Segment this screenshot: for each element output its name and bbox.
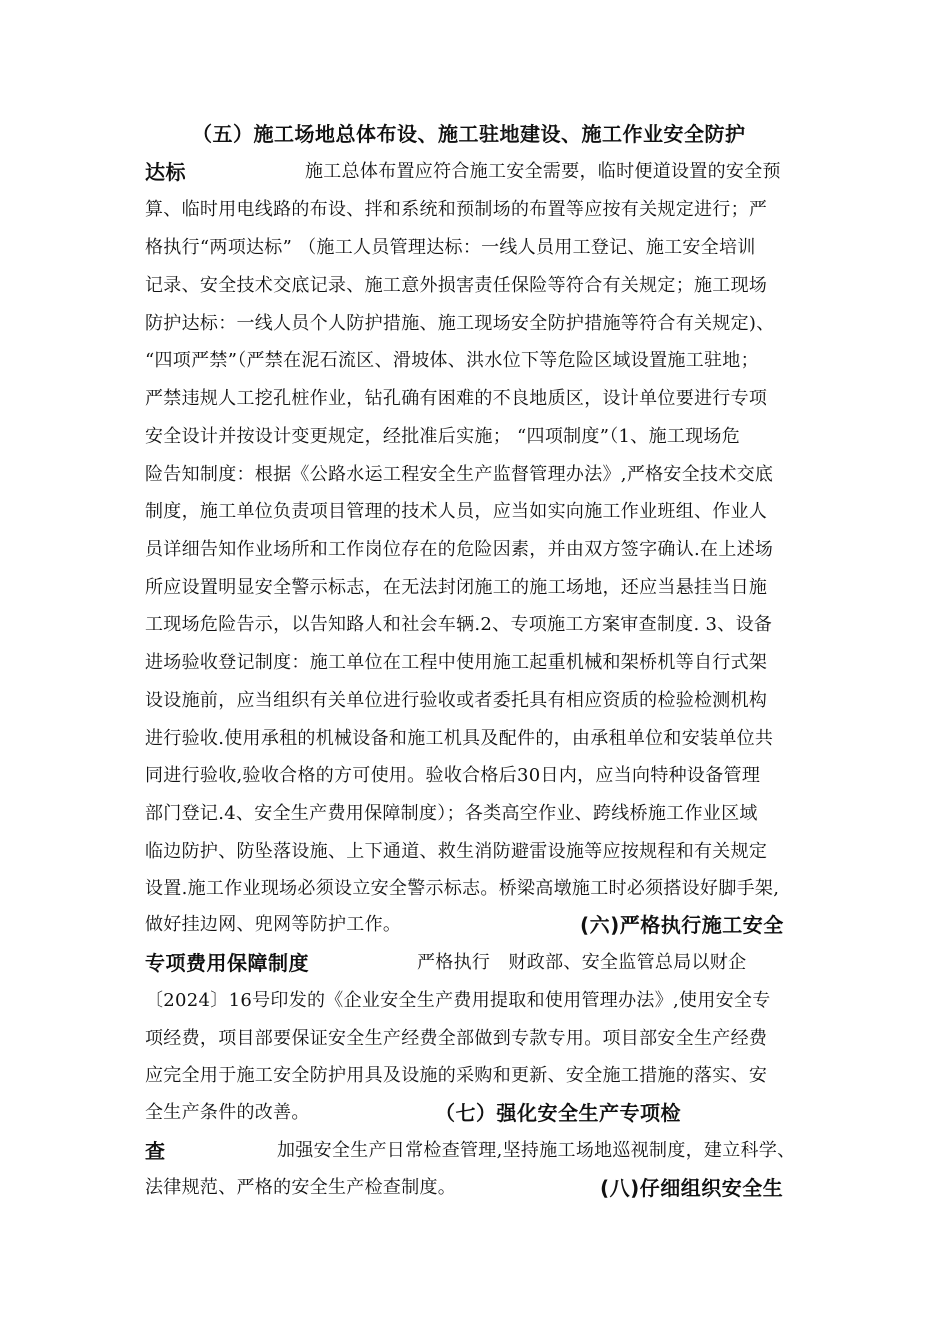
paragraph-line [145, 267, 815, 305]
paragraph-line [145, 682, 815, 720]
body-text: 施工总体布置应符合施工安全需要，临时便道设置的安全预 [305, 161, 781, 182]
paragraph-line [145, 906, 815, 944]
body-text: 算、临时用电线路的布设、拌和系统和预制场的布置等应按有关规定进行；严 [145, 199, 768, 220]
paragraph-line [145, 720, 815, 758]
paragraph-line [145, 644, 815, 682]
body-text: 严格执行 财政部、安全监管总局以财企 [417, 952, 747, 973]
paragraph-line [145, 1057, 815, 1095]
heading-text-cont: 专项费用保障制度 [145, 951, 309, 975]
body-text: 员详细告知作业场所和工作岗位存在的危险因素，并由双方签字确认.在上述场 [145, 539, 774, 560]
body-text: 安全设计并按设计变更规定，经批准后实施； “四项制度”（1、施工现场危 [145, 426, 741, 447]
paragraph-line [145, 833, 815, 871]
paragraph-line [145, 493, 815, 531]
body-text: 全生产条件的改善。 [145, 1102, 310, 1123]
body-text: 同进行验收,验收合格的方可使用。验收合格后30日内，应当向特种设备管理 [145, 765, 761, 786]
heading-section-6: (六)严格执行施工安全 [580, 913, 784, 937]
body-text: 工现场危险告示，以告知路人和社会车辆.2、专项施工方案审查制度. 3、设备 [145, 614, 773, 635]
paragraph-line [145, 569, 815, 607]
heading-text-cont: 查 [145, 1139, 166, 1163]
body-text: 部门登记.4、安全生产费用保障制度）；各类高空作业、跨线桥施工作业区域 [145, 803, 758, 824]
body-text: 临边防护、防坠落设施、上下通道、救生消防避雷设施等应按规程和有关规定 [145, 841, 768, 862]
heading-section-5 [192, 115, 862, 153]
body-text: 险告知制度：根据《公路水运工程安全生产监督管理办法》,严格安全技术交底 [145, 464, 774, 485]
heading-section-7: （七）强化安全生产专项检 [435, 1101, 681, 1125]
body-text: 设置.施工作业现场必须设立安全警示标志。桥梁高墩施工时必须搭设好脚手架, [145, 878, 780, 899]
paragraph-line [145, 305, 815, 343]
body-text: 法律规范、严格的安全生产检查制度。 [145, 1177, 457, 1198]
body-text: 应完全用于施工安全防护用具及设施的采购和更新、安全施工措施的落实、安 [145, 1065, 768, 1086]
body-text: 格执行“两项达标” （施工人员管理达标：一线人员用工登记、施工安全培训 [145, 237, 756, 258]
paragraph-line [145, 1094, 815, 1132]
body-text: “四项严禁”（严禁在泥石流区、滑坡体、洪水位下等危险区域设置施工驻地； [145, 350, 759, 371]
heading-text-cont: 达标 [145, 160, 186, 184]
body-text: 防护达标：一线人员个人防护措施、施工现场安全防护措施等符合有关规定)、 [145, 313, 775, 334]
paragraph-line [145, 795, 815, 833]
paragraph-line [145, 1169, 815, 1207]
body-text: 项经费，项目部要保证安全生产经费全部做到专款专用。项目部安全生产经费 [145, 1028, 768, 1049]
body-text: 进场验收登记制度：施工单位在工程中使用施工起重机械和架桥机等自行式架 [145, 652, 768, 673]
body-text: 制度，施工单位负责项目管理的技术人员，应当如实向施工作业班组、作业人 [145, 501, 768, 522]
paragraph-line [145, 342, 815, 380]
paragraph-line [145, 944, 815, 982]
body-text: 设设施前，应当组织有关单位进行验收或者委托具有相应资质的检验检测机构 [145, 690, 768, 711]
paragraph-line [145, 531, 815, 569]
body-text: 所应设置明显安全警示标志，在无法封闭施工的施工场地，还应当悬挂当日施 [145, 577, 768, 598]
paragraph-line [145, 229, 815, 267]
heading-text: （五）施工场地总体布设、施工驻地建设、施工作业安全防护 [192, 122, 746, 146]
paragraph-line [145, 982, 815, 1020]
paragraph-line [145, 153, 815, 191]
paragraph-line [145, 606, 815, 644]
body-text: 进行验收.使用承租的机械设备和施工机具及配件的，由承租单位和安装单位共 [145, 728, 774, 749]
body-text: 记录、安全技术交底记录、施工意外损害责任保险等符合有关规定；施工现场 [145, 275, 768, 296]
paragraph-line [145, 456, 815, 494]
paragraph-line [145, 380, 815, 418]
paragraph-line [145, 870, 815, 908]
body-text: 〔2024〕16号印发的《企业安全生产费用提取和使用管理办法》,使用安全专 [145, 990, 771, 1011]
paragraph-line [145, 1132, 815, 1170]
paragraph-line [145, 191, 815, 229]
heading-section-8: (八)仔细组织安全生 [600, 1176, 784, 1200]
body-text: 加强安全生产日常检查管理,坚持施工场地巡视制度，建立科学、 [277, 1140, 796, 1161]
paragraph-line [145, 757, 815, 795]
paragraph-line [145, 1020, 815, 1058]
body-text: 严禁违规人工挖孔桩作业，钻孔确有困难的不良地质区，设计单位要进行专项 [145, 388, 768, 409]
paragraph-line [145, 418, 815, 456]
body-text: 做好挂边网、兜网等防护工作。 [145, 914, 402, 935]
